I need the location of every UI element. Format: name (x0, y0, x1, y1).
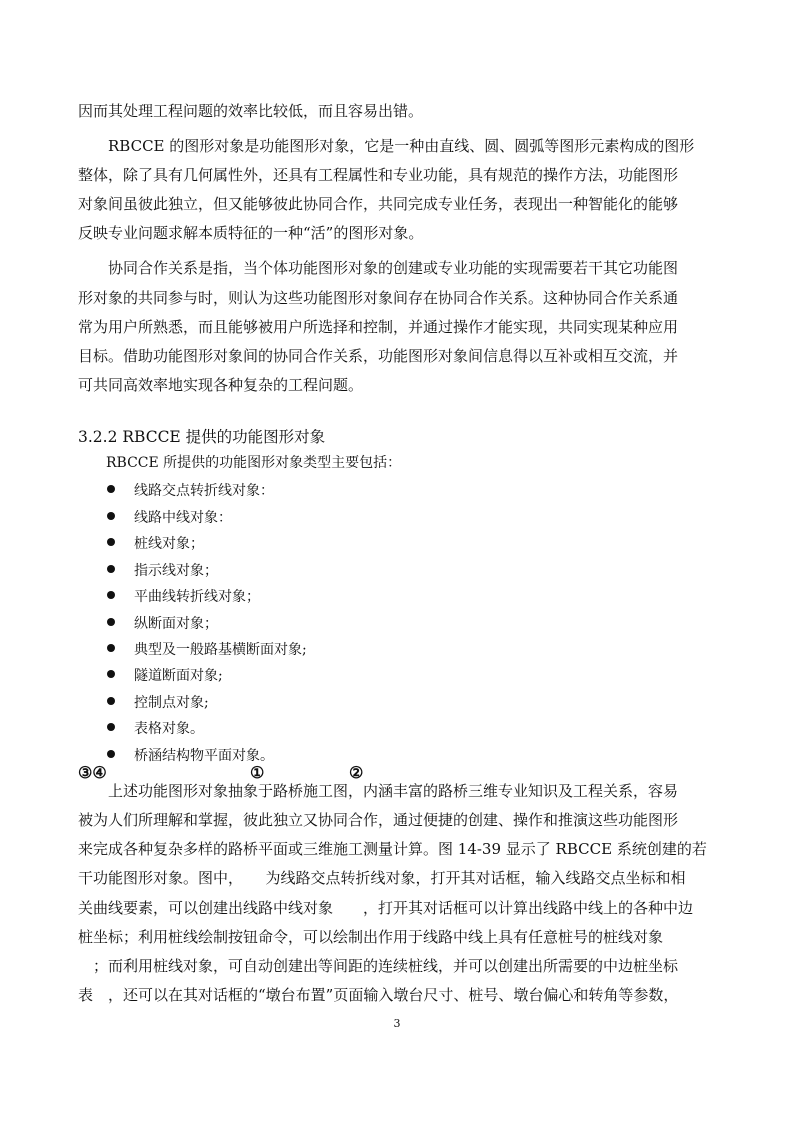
list-item (107, 745, 274, 765)
callout-marker: ③④ (78, 763, 107, 782)
list-item-label: 桩线对象； (134, 536, 204, 552)
bullet-icon (107, 512, 115, 520)
list-item-label: 典型及一般路基横断面对象; (134, 642, 307, 658)
paragraph-line: 可共同高效率地实现各种复杂的工程问题。 (78, 376, 364, 394)
list-item-label: 平曲线转折线对象； (134, 589, 260, 605)
paragraph-line: RBCCE 的图形对象是功能图形对象，它是一种由直线、圆、圆弧等图形元素构成的图形 (78, 137, 695, 155)
bullet-icon (107, 723, 115, 731)
bullet-icon (107, 565, 115, 573)
paragraph-line: 对象间虽彼此独立，但又能够彼此协同合作，共同完成专业任务，表现出一种智能化的能够 (78, 195, 679, 213)
callout-marker: ② (349, 763, 364, 782)
bullet-icon (107, 697, 115, 705)
list-item (107, 560, 218, 580)
paragraph-line: 表 ，还可以在其对话框的“墩台布置”页面输入墩台尺寸、桩号、墩台偏心和转角等参数， (78, 986, 679, 1004)
paragraph-line: 因而其处理工程问题的效率比较低，而且容易出错。 (78, 102, 424, 120)
list-item (107, 613, 218, 633)
paragraph-line: ；而利用桩线对象，可自动创建出等间距的连续桩线，并可以创建出所需要的中边桩坐标 (78, 957, 679, 975)
list-item-label: 纵断面对象； (134, 616, 218, 632)
list-item (107, 507, 232, 527)
page-number: 3 (393, 1017, 401, 1030)
paragraph-line: 常为用户所熟悉，而且能够被用户所选择和控制，并通过操作才能实现，共同实现某种应用 (78, 318, 679, 336)
bullet-icon (107, 750, 115, 758)
list-item (107, 480, 274, 500)
list-item (107, 718, 204, 738)
list-item (107, 692, 209, 712)
bullet-icon (107, 644, 115, 652)
paragraph-line: 协同合作关系是指，当个体功能图形对象的创建或专业功能的实现需要若干其它功能图 (78, 259, 679, 277)
bullet-icon (107, 485, 115, 493)
list-item-label: 隧道断面对象; (134, 668, 223, 684)
paragraph-line: 目标。借助功能图形对象间的协同合作关系，功能图形对象间信息得以互补或相互交流，并 (78, 347, 679, 365)
list-item-label: 指示线对象； (134, 563, 218, 579)
list-item-label: 控制点对象; (134, 695, 209, 711)
paragraph-line: 形对象的共同参与时，则认为这些功能图形对象间存在协同合作关系。这种协同合作关系通 (78, 289, 679, 307)
bullet-icon (107, 538, 115, 546)
list-item-label: 表格对象。 (134, 721, 204, 737)
bullet-icon (107, 591, 115, 599)
list-item (107, 639, 307, 659)
paragraph-line: 整体，除了具有几何属性外，还具有工程属性和专业功能，具有规范的操作方法，功能图形 (78, 166, 679, 184)
section-intro: RBCCE 所提供的功能图形对象类型主要包括： (78, 455, 402, 471)
list-item (107, 533, 204, 553)
callout-marker: ① (250, 763, 265, 782)
bullet-icon (107, 670, 115, 678)
list-item-label: 线路中线对象： (134, 510, 232, 526)
section-heading: 3.2.2 RBCCE 提供的功能图形对象 (78, 428, 326, 446)
paragraph-line: 反映专业问题求解本质特征的一种“活”的图形对象。 (78, 224, 424, 242)
paragraph-line: 来完成各种复杂多样的路桥平面或三维施工测量计算。图 14-39 显示了 RBCCE 系统创建的若 (78, 840, 707, 858)
bullet-icon (107, 618, 115, 626)
list-item (107, 665, 223, 685)
list-item (107, 586, 260, 606)
paragraph-line: 干功能图形对象。图中， 为线路交点转折线对象，打开其对话框，输入线路交点坐标和相 (78, 869, 686, 887)
paragraph-line: 桩坐标；利用桩线绘制按钮命令，可以绘制出作用于线路中线上具有任意桩号的桩线对象 (78, 928, 664, 946)
list-item-label: 线路交点转折线对象： (134, 483, 274, 499)
paragraph-line: 上述功能图形对象抽象于路桥施工图，内涵丰富的路桥三维专业知识及工程关系，容易 (78, 782, 679, 800)
paragraph-line: 关曲线要素，可以创建出线路中线对象 ，打开其对话框可以计算出线路中线上的各种中边 (78, 899, 694, 917)
list-item-label: 桥涵结构物平面对象。 (134, 748, 274, 764)
paragraph-line: 被为人们所理解和掌握，彼此独立又协同合作，通过便捷的创建、操作和推演这些功能图形 (78, 811, 679, 829)
